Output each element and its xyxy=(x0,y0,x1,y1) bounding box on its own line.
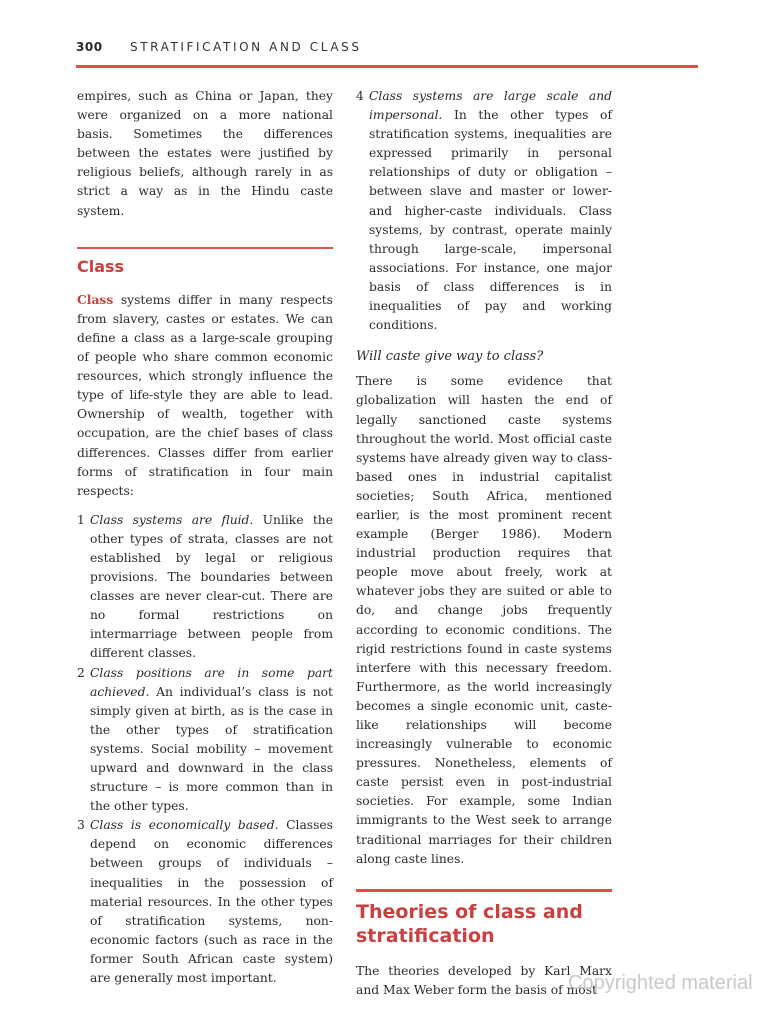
class-features-list-continued xyxy=(356,87,612,335)
right-column xyxy=(356,87,612,1000)
section-heading-class: Class xyxy=(77,256,125,276)
subheading-caste-to-class: Will caste give way to class? xyxy=(356,349,544,365)
list-item: 3 Class is economically based. Classes depend on economic differences between groups of individuals – inequalities in the possession of material resources. In the other types of stratification systems, non-economic factors (such as race in the former South African caste system) are generally most important. xyxy=(77,818,333,986)
section-rule xyxy=(356,889,612,892)
copyright-watermark: Copyrighted material xyxy=(568,972,753,994)
theories-paragraph: The theories developed by Karl Marx and Max Weber form the basis of most xyxy=(356,963,612,997)
class-features-list xyxy=(77,511,333,988)
list-item: 1 Class systems are fluid. Unlike the other types of strata, classes are not established by legal or religious provisions. The boundaries between classes are never clear-cut. There are no formal restrictions on intermarriage between people from different classes. xyxy=(77,512,333,661)
list-item: 4 Class systems are large scale and impersonal. In the other types of stratification systems, inequalities are expressed primarily in personal relationships of duty or obligation – between slave and master or lower- and higher-caste individuals. Class systems, by contrast, operate mainly through large-scale, impersonal associations. For instance, one major basis of class differences is in inequalities of pay and working conditions. xyxy=(356,89,612,333)
list-item: 2 Class positions are in some part achieved. An individual’s class is not simply given at birth, as is the case in the other types of stratification systems. Social mobility – movement upward and downward in the class structure – is more common than in the other types. xyxy=(77,665,333,814)
caste-paragraph: There is some evidence that globalization will hasten the end of legally sanctioned caste systems throughout the world. Most official caste systems have already given way to class-based ones in industrial capitalist societies; South Africa, mentioned earlier, is the most prominent recent example (Berger 1986). Modern industrial production requires that people move about freely, work at whatever jobs they are suited or able to do, and change jobs frequently according to economic conditions. The rigid restrictions found in caste systems interfere with this necessary freedom. Furthermore, as the world increasingly becomes a single economic unit, caste-like relationships will become increasingly vulnerable to economic pressures. Nonetheless, elements of caste persist even in post-industrial societies. For example, some Indian immigrants to the West seek to arrange traditional marriages for their children along caste lines. xyxy=(356,374,612,866)
section-rule xyxy=(77,247,333,249)
class-paragraph: Class systems differ in many respects from slavery, castes or estates. We can define a class as a large-scale grouping of people who share common economic resources, which strongly influence the type of life-style they are able to lead. Ownership of wealth, together with occupation, are the chief bases of class differences. Classes differ from earlier forms of stratification in four main respects: xyxy=(77,291,333,498)
left-column xyxy=(77,87,333,988)
class-keyword: Class xyxy=(77,291,114,307)
header-rule xyxy=(76,65,698,68)
page-number: 300 xyxy=(76,40,103,54)
section-heading-theories: Theories of class and stratification xyxy=(356,900,583,947)
running-title: STRATIFICATION AND CLASS xyxy=(130,40,362,54)
intro-paragraph: empires, such as China or Japan, they were organized on a more national basis. Sometimes the differences between the estates were justified by religious beliefs, although rarely in as strict a way as in the Hindu caste system. xyxy=(77,89,333,218)
